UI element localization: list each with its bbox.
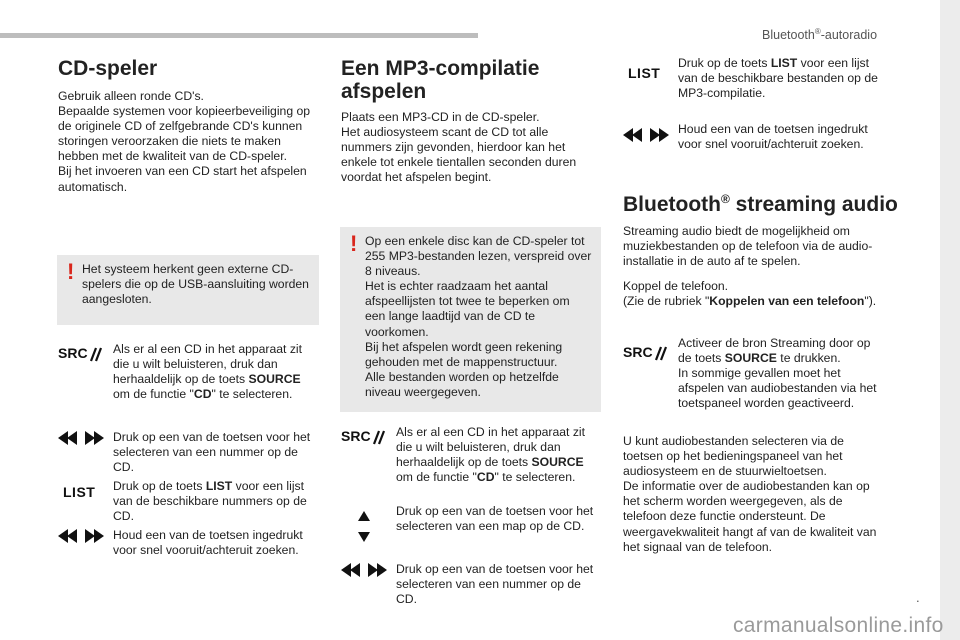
list-button-icon: LIST [63,484,96,500]
list-button-icon: LIST [628,65,661,81]
instruction-text: Als er al een CD in het apparaat zit die u wilt beluisteren, druk dan herhaaldelijk op de toets SOURCE om de functie "CD" te selecteren. [113,342,303,402]
section-title: Bluetooth®-autoradio [762,27,878,43]
src-button-icon [623,341,673,369]
pair-phone-text: Koppel de telefoon. (Zie de rubriek "Koppelen van een telefoon"). [623,279,877,309]
warning-box-usb [57,255,319,325]
instruction-row [623,56,885,102]
heading-mp3: Een MP3-compilatie afspelen [341,57,540,103]
instruction-row [58,342,320,404]
seek-buttons-icon [623,127,673,155]
instruction-text: Druk op de toets LIST voor een lijst van de beschikbare bestanden op de MP3-compilatie. [678,56,878,101]
instruction-row [58,528,320,562]
instruction-row [623,336,885,414]
instruction-row [58,479,320,525]
heading-cd-speler: CD-speler [58,57,158,80]
header-rule [0,33,478,38]
warning-icon: ! [67,259,75,284]
src-button-icon [58,342,108,370]
instruction-row [341,562,603,608]
seek-buttons-icon [58,528,108,556]
instruction-text: Druk op een van de toetsen voor het selecteren van een map op de CD. [396,504,594,534]
instruction-row [341,425,603,487]
instruction-text: Houd een van de toetsen ingedrukt voor snel vooruit/achteruit zoeken. [113,528,303,558]
seek-buttons-icon [58,430,108,458]
svg-text:SRC: SRC [623,344,653,360]
src-button-icon [341,425,391,453]
svg-text:SRC: SRC [58,345,88,361]
instruction-row [341,504,603,544]
warning-text: Het systeem herkent geen externe CD-spelers die op de USB-aansluiting worden aangesloten. [82,262,309,307]
instruction-row [623,122,885,156]
instruction-text: Houd een van de toetsen ingedrukt voor snel vooruit/achteruit zoeken. [678,122,868,152]
instruction-row [58,430,320,476]
instruction-text: Activeer de bron Streaming door op de toets SOURCE te drukken. In sommige gevallen moet het afspelen van audiobestanden via het toetspaneel worden geactiveerd. [678,336,877,411]
heading-bluetooth-streaming: Bluetooth® streaming audio [623,192,898,216]
page-edge-strip [940,0,960,640]
warning-text: Op een enkele disc kan de CD-speler tot 255 MP3-bestanden lezen, verspreid over 8 niveaus. Het is echter raadzaam het aantal afspeellijsten tot twee te beperken om een lange laadtijd van de CD te voorkomen. Bij het afspelen wordt geen rekening gehouden met de mappenstructuur. Alle bestanden worden op hetzelfde niveau weergegeven. [365,234,592,399]
instruction-text: Druk op een van de toetsen voor het selecteren van een nummer op de CD. [113,430,311,475]
svg-text:SRC: SRC [341,428,371,444]
warning-box-mp3 [340,227,601,412]
instruction-text: Druk op de toets LIST voor een lijst van de beschikbare nummers op de CD. [113,479,307,524]
cd-intro: Gebruik alleen ronde CD's. Bepaalde systemen voor kopieerbeveiliging op de originele CD of zelfgebrande CD's kunnen storingen veroorzaken die niets te maken hebben met de kwaliteit van de CD-speler. Bij het invoeren van een CD start het afspelen automatisch. [58,89,311,194]
mp3-intro: Plaats een MP3-CD in de CD-speler. Het audiosysteem scant de CD tot alle nummers zijn gevonden, hierdoor kan het enkele tot enkele tientallen seconden duren voordat het afspelen begint. [341,110,577,185]
instruction-text: Als er al een CD in het apparaat zit die u wilt beluisteren, druk dan herhaaldelijk op de toets SOURCE om de functie "CD" te selecteren. [396,425,586,485]
streaming-intro: Streaming audio biedt de mogelijkheid om muziekbestanden op de telefoon via de audio-installatie in de auto af te spelen. [623,224,873,269]
instruction-text: Druk op een van de toetsen voor het selecteren van een nummer op de CD. [396,562,594,607]
page-number: . [916,590,920,605]
warning-icon: ! [350,231,358,256]
seek-buttons-icon [341,562,391,590]
watermark: carmanualsonline.info [733,614,944,637]
audio-selection-text: U kunt audiobestanden selecteren via de toetsen op het bedieningspaneel van het audiosysteem en de stuurwieltoetsen. De informatie over de audiobestanden kan op het scherm worden weergegeven, als de telefoon deze functie ondersteunt. De weergavekwaliteit hangt af van de kwaliteit van het signaal van de telefoon. [623,434,877,554]
